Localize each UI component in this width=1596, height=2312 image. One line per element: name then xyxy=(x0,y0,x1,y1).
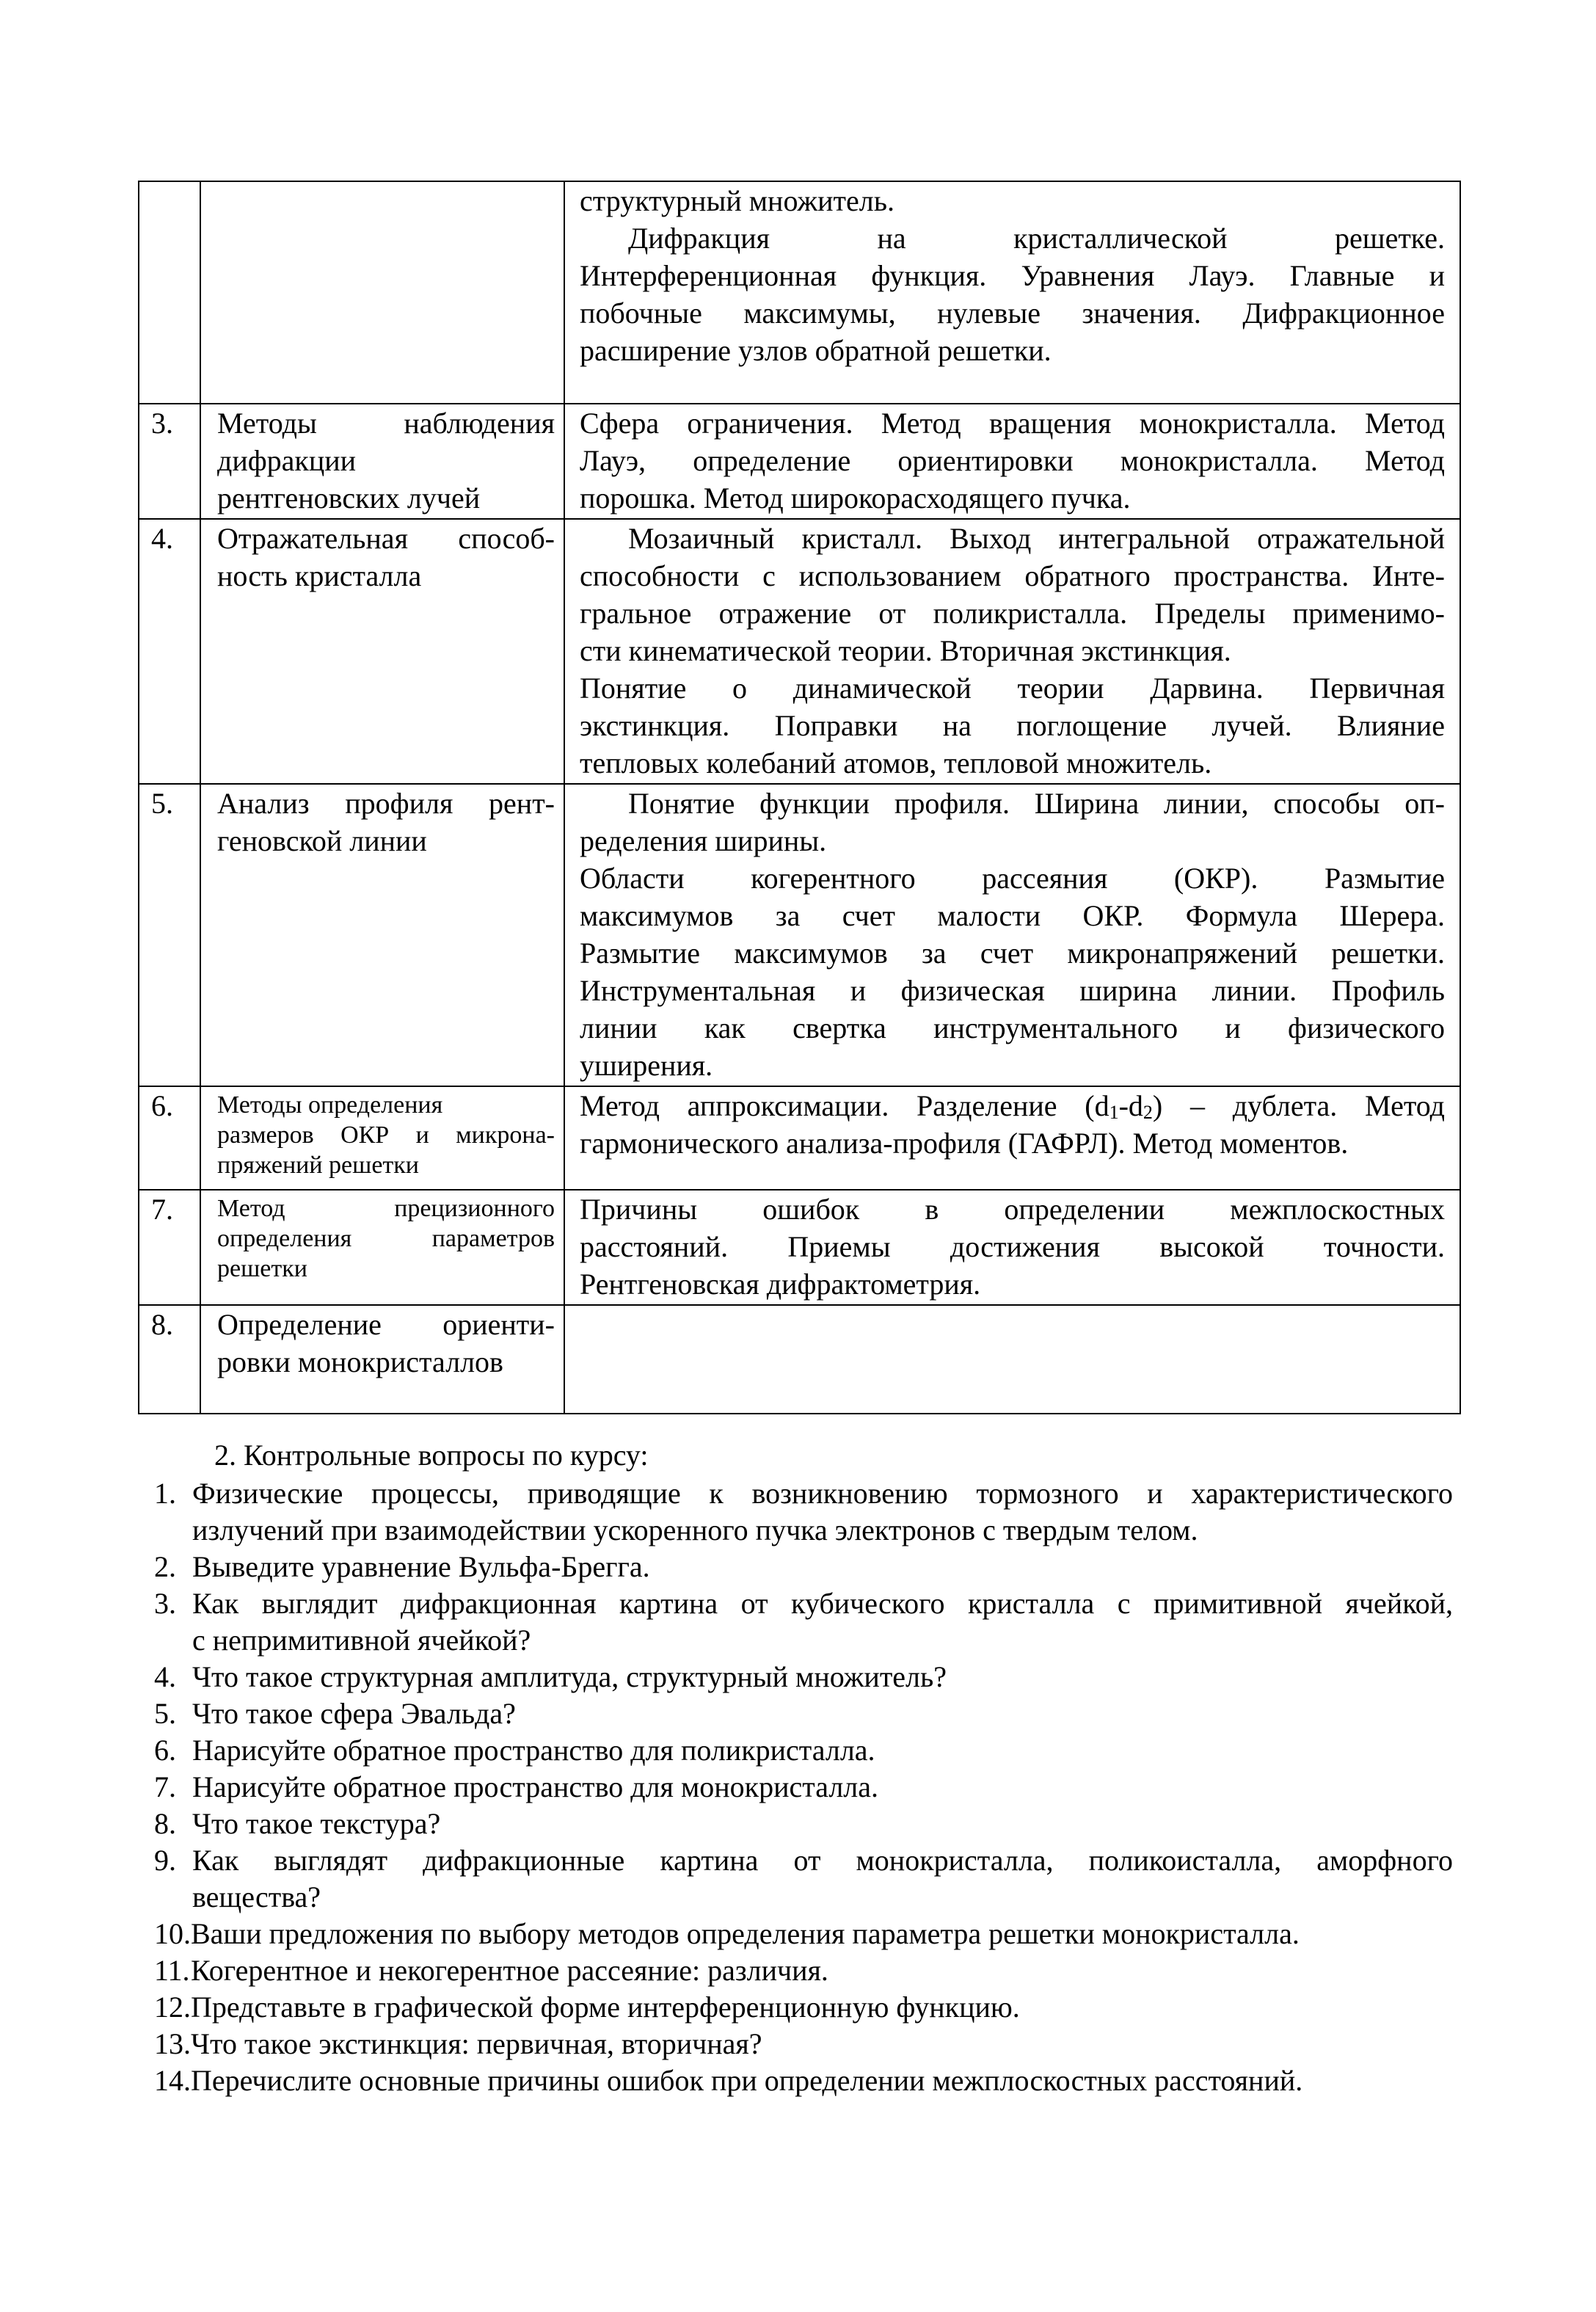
list-item xyxy=(154,1549,1453,1585)
question-number: 12. xyxy=(154,1991,191,2024)
row-number: 3. xyxy=(151,407,173,440)
content-line: Лауэ, определение ориентировки монокристалла. Метод xyxy=(580,444,1445,477)
content-line: Рентгеновская дифрактометрия. xyxy=(580,1268,981,1301)
topic-title-line: дифракции xyxy=(217,444,357,477)
question-number: 9. xyxy=(154,1844,176,1877)
content-line: экстинкция. Поправки на поглощение лучей. Влияние xyxy=(580,709,1445,742)
table-row xyxy=(139,784,1460,1086)
row-number: 6. xyxy=(151,1089,173,1122)
topic-title-cell xyxy=(200,181,564,404)
content-text: Метод аппроксимации. Разделение (d xyxy=(580,1089,1109,1122)
content-line: способности с использованием обратного пространства. Инте- xyxy=(580,559,1445,592)
content-line: порошка. Метод широкорасходящего пучка. xyxy=(580,481,1131,515)
topic-title-line: определения параметров xyxy=(217,1225,555,1252)
topic-content-cell xyxy=(564,519,1460,784)
content-line: Интерференционная функция. Уравнения Лауэ. Главные и xyxy=(580,259,1445,292)
content-line: уширения. xyxy=(580,1049,713,1082)
topic-content-cell xyxy=(564,181,1460,404)
question-number: 5. xyxy=(154,1697,176,1730)
topic-content-cell xyxy=(564,784,1460,1086)
list-item xyxy=(154,2062,1453,2099)
subscript: 2 xyxy=(1143,1102,1153,1123)
list-item xyxy=(154,1916,1453,1952)
topic-title-cell xyxy=(200,1305,564,1414)
list-item xyxy=(154,1732,1453,1769)
topic-title-line: размеров ОКР и микрона- xyxy=(217,1122,555,1149)
question-line: Ваши предложения по выбору методов определения параметра решетки монокристалла. xyxy=(191,1917,1300,1950)
list-item xyxy=(154,1989,1453,2026)
content-line: Области когерентного рассеяния (ОКР). Размытие xyxy=(580,862,1445,895)
topic-content-cell xyxy=(564,1305,1460,1414)
table-row xyxy=(139,404,1460,519)
row-number-cell xyxy=(139,1086,200,1190)
content-line: Мозаичный кристалл. Выход интегральной отражательной xyxy=(628,522,1445,555)
content-line: расстояний. Приемы достижения высокой точности. xyxy=(580,1230,1445,1263)
row-number-cell xyxy=(139,404,200,519)
topic-title-cell xyxy=(200,404,564,519)
content-line: ределения ширины. xyxy=(580,824,827,857)
question-line: Что такое текстура? xyxy=(192,1807,441,1840)
question-line: Что такое структурная амплитуда, структурный множитель? xyxy=(192,1660,947,1693)
syllabus-table xyxy=(138,181,1461,1414)
content-line: расширение узлов обратной решетки. xyxy=(580,334,1052,367)
table-row xyxy=(139,181,1460,404)
question-number: 6. xyxy=(154,1734,176,1767)
question-line: Как выглядит дифракционная картина от кубического кристалла с примитивной ячейкой, xyxy=(192,1587,1453,1620)
topic-content-cell xyxy=(564,1086,1460,1190)
question-line: Как выглядят дифракционные картина от монокристалла, поликоисталла, аморфного xyxy=(192,1844,1453,1877)
topic-title-line: решетки xyxy=(217,1255,307,1282)
row-number: 4. xyxy=(151,522,173,555)
topic-title-line: Отражательная способ- xyxy=(217,522,555,555)
table-row xyxy=(139,519,1460,784)
question-line: излучений при взаимодействии ускоренного пучка электронов с твердым телом. xyxy=(192,1513,1198,1546)
row-number-cell xyxy=(139,1305,200,1414)
subscript: 1 xyxy=(1109,1102,1119,1123)
content-line: Размытие максимумов за счет микронапряжений решетки. xyxy=(580,937,1445,970)
question-line: Перечислите основные причины ошибок при определении межплоскостных расстояний. xyxy=(191,2064,1303,2097)
content-line: линии как свертка инструментального и физического xyxy=(580,1011,1445,1044)
topic-title-cell xyxy=(200,519,564,784)
row-number-cell xyxy=(139,784,200,1086)
topic-title-line: ность кристалла xyxy=(217,559,422,592)
content-line: гармонического анализа-профиля (ГАФРЛ). Метод моментов. xyxy=(580,1127,1349,1160)
question-number: 7. xyxy=(154,1770,176,1803)
content-line: тепловых колебаний атомов, тепловой множитель. xyxy=(580,746,1212,779)
question-number: 2. xyxy=(154,1550,176,1583)
content-line: максимумов за счет малости ОКР. Формула Шерера. xyxy=(580,899,1445,932)
question-number: 3. xyxy=(154,1587,176,1620)
question-line: Что такое сфера Эвальда? xyxy=(192,1697,516,1730)
question-line: с непримитивной ячейкой? xyxy=(192,1624,531,1657)
list-item xyxy=(154,1585,1453,1659)
list-item xyxy=(154,2026,1453,2062)
question-number: 10. xyxy=(154,1917,191,1950)
topic-title-line: Метод прецизионного xyxy=(217,1195,555,1222)
list-item xyxy=(154,1769,1453,1806)
list-item xyxy=(154,1952,1453,1989)
content-line xyxy=(580,1087,1445,1124)
content-line: Сфера ограничения. Метод вращения монокристалла. Метод xyxy=(580,407,1445,440)
topic-content-cell xyxy=(564,1190,1460,1305)
topic-title-cell xyxy=(200,1190,564,1305)
row-number-cell xyxy=(139,181,200,404)
section-title: 2. Контрольные вопросы по курсу: xyxy=(214,1439,649,1472)
questions-list xyxy=(154,1475,1453,2099)
topic-title-line: Анализ профиля рент- xyxy=(217,787,555,820)
row-number-cell xyxy=(139,1190,200,1305)
question-line: Нарисуйте обратное пространство для монокристалла. xyxy=(192,1770,879,1803)
topic-title-line: Определение ориенти- xyxy=(217,1308,555,1341)
content-line: Дифракция на кристаллической решетке. xyxy=(628,222,1445,255)
content-line: гральное отражение от поликристалла. Пределы применимо- xyxy=(580,597,1445,630)
row-number: 5. xyxy=(151,787,173,820)
question-number: 11. xyxy=(154,1954,190,1987)
list-item xyxy=(154,1806,1453,1842)
content-line: структурный множитель. xyxy=(580,184,894,217)
question-line: Нарисуйте обратное пространство для поликристалла. xyxy=(192,1734,875,1767)
content-line: Инструментальная и физическая ширина линии. Профиль xyxy=(580,974,1445,1007)
question-number: 1. xyxy=(154,1477,176,1510)
content-text: -d xyxy=(1118,1089,1143,1122)
table-row xyxy=(139,1086,1460,1190)
question-number: 4. xyxy=(154,1660,176,1693)
question-number: 8. xyxy=(154,1807,176,1840)
question-line: вещества? xyxy=(192,1880,321,1913)
row-number: 7. xyxy=(151,1193,173,1226)
content-line: Причины ошибок в определении межплоскостных xyxy=(580,1193,1445,1226)
topic-title-line: ровки монокристаллов xyxy=(217,1345,503,1378)
content-line: сти кинематической теории. Вторичная экстинкция. xyxy=(580,634,1231,667)
topic-title-line: рентгеновских лучей xyxy=(217,481,481,515)
question-number: 14. xyxy=(154,2064,191,2097)
content-line: Понятие о динамической теории Дарвина. Первичная xyxy=(580,672,1445,705)
list-item xyxy=(154,1842,1453,1916)
question-number: 13. xyxy=(154,2027,191,2060)
question-line: Когерентное и некогерентное рассеяние: различия. xyxy=(191,1954,828,1987)
question-line: Представьте в графической форме интерференционную функцию. xyxy=(191,1991,1020,2024)
list-item xyxy=(154,1659,1453,1695)
topic-content-cell xyxy=(564,404,1460,519)
topic-title-line: Методы определения xyxy=(217,1091,443,1119)
list-item xyxy=(154,1475,1453,1549)
row-number: 8. xyxy=(151,1308,173,1341)
content-line: Понятие функции профиля. Ширина линии, способы оп- xyxy=(628,787,1445,820)
topic-title-line: геновской линии xyxy=(217,824,427,857)
row-number-cell xyxy=(139,519,200,784)
topic-title-cell xyxy=(200,784,564,1086)
topic-title-line: пряжений решетки xyxy=(217,1152,419,1179)
topic-title-cell xyxy=(200,1086,564,1190)
question-line: Физические процессы, приводящие к возникновению тормозного и характеристического xyxy=(192,1477,1453,1510)
content-text: ) – дублета. Метод xyxy=(1152,1089,1445,1122)
question-line: Выведите уравнение Вульфа-Брегга. xyxy=(192,1550,650,1583)
table-row xyxy=(139,1305,1460,1414)
table-row xyxy=(139,1190,1460,1305)
question-line: Что такое экстинкция: первичная, вторичная? xyxy=(191,2027,762,2060)
list-item xyxy=(154,1695,1453,1732)
topic-title-line: Методы наблюдения xyxy=(217,407,555,440)
content-line: побочные максимумы, нулевые значения. Дифракционное xyxy=(580,297,1445,330)
